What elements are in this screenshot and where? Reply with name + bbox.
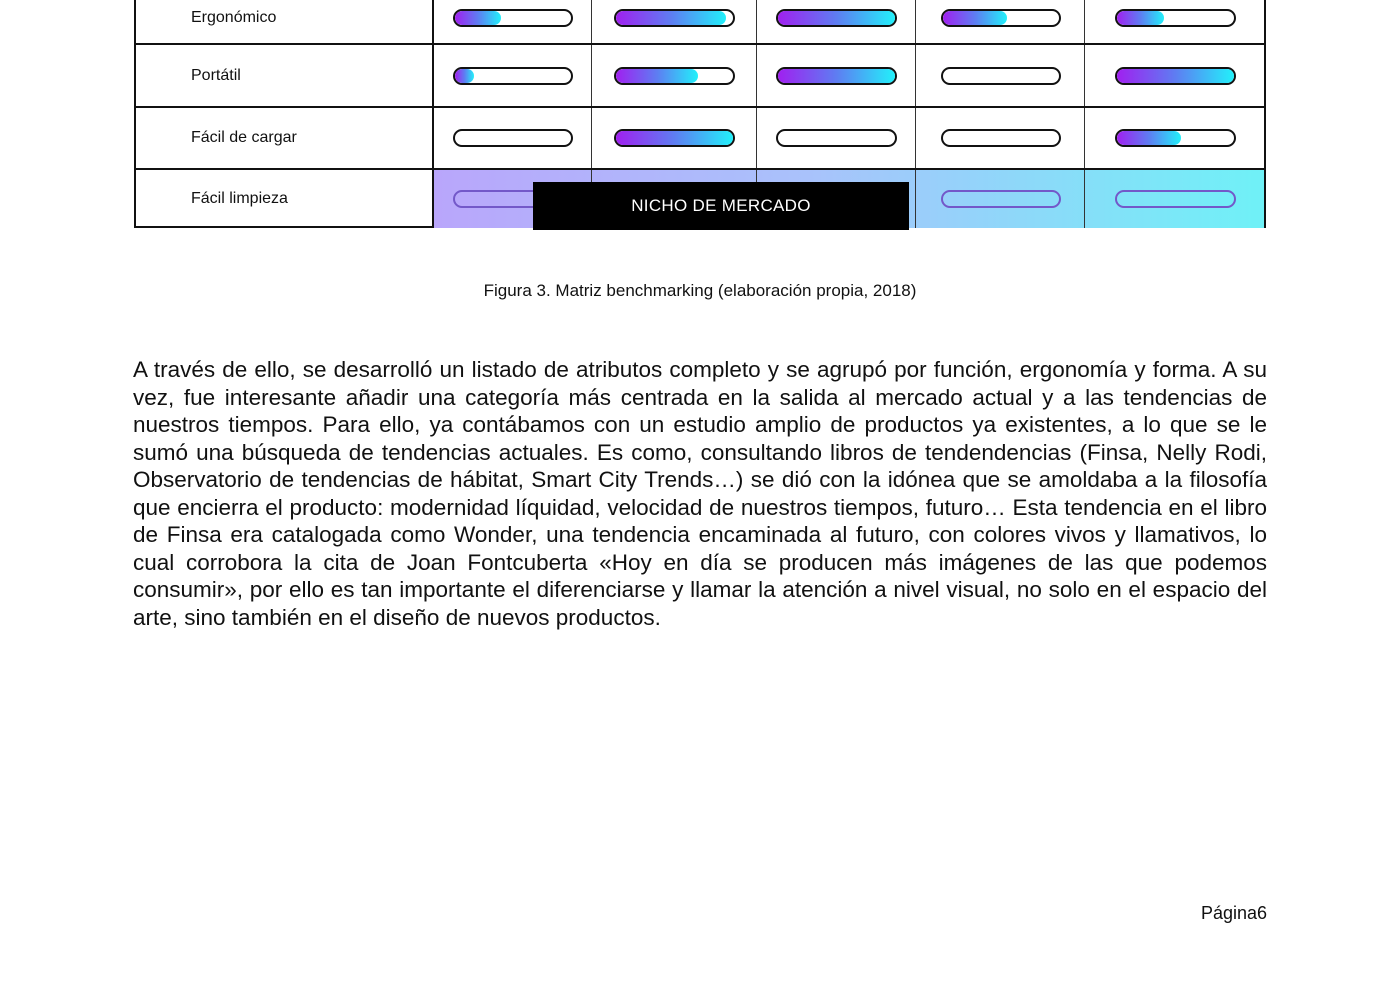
- rating-bar-fill: [616, 131, 733, 145]
- rating-bar: [941, 9, 1061, 27]
- rating-bar: [776, 67, 897, 85]
- rating-bar: [1115, 129, 1236, 147]
- matrix-cell: [592, 0, 757, 44]
- matrix-cell: [434, 44, 592, 107]
- page-number: Página6: [1200, 903, 1267, 923]
- rating-bar-fill: [455, 11, 501, 25]
- rating-bar: [614, 9, 735, 27]
- matrix-row-label: Ergonómico: [136, 0, 434, 44]
- matrix-cell: [757, 44, 916, 107]
- rating-bar: [453, 129, 573, 147]
- rating-bar-fill: [943, 11, 1007, 25]
- matrix-row-label: Portátil: [136, 44, 434, 107]
- niche-label: NICHO DE MERCADO: [533, 182, 909, 230]
- rating-bar: [614, 67, 735, 85]
- matrix-cell: [916, 44, 1085, 107]
- rating-bar-fill: [778, 69, 895, 83]
- matrix-row-label: Fácil de cargar: [136, 107, 434, 169]
- rating-bar-fill: [1117, 131, 1181, 145]
- rating-bar: [1115, 190, 1236, 208]
- matrix-row: [136, 0, 1264, 44]
- matrix-row-label: Fácil limpieza: [136, 169, 434, 228]
- matrix-cell: [1085, 169, 1265, 228]
- matrix-row: [136, 44, 1264, 107]
- row-divider: [136, 168, 1264, 170]
- rating-bar: [776, 9, 897, 27]
- rating-bar-fill: [1117, 11, 1164, 25]
- matrix-cell: [1085, 0, 1265, 44]
- rating-bar: [453, 67, 573, 85]
- matrix-cell: [1085, 107, 1265, 169]
- row-divider: [136, 106, 1264, 108]
- rating-bar-fill: [616, 11, 726, 25]
- rating-bar: [941, 129, 1061, 147]
- matrix-cell: [1085, 44, 1265, 107]
- rating-bar-fill: [616, 69, 698, 83]
- rating-bar-fill: [455, 69, 474, 83]
- rating-bar: [941, 190, 1061, 208]
- rating-bar: [614, 129, 735, 147]
- row-divider: [136, 43, 1264, 45]
- matrix-cell: [592, 107, 757, 169]
- matrix-cell: [592, 44, 757, 107]
- body-paragraph: A través de ello, se desarrolló un listado de atributos completo y se agrupó por función, ergonomía y forma. A su vez, fue interesante añadir una categoría más centrada en la salida al mercado actual y a las tendencias de nuestros tiempos. Para ello, ya contábamos con un estudio amplio de productos ya existentes, a lo que se le sumó una búsqueda de tendencias actuales. Es como, consultando libros de tendendencias (Finsa, Nelly Rodi, Observatorio de tendencias de hábitat, Smart City Trends…) se dió con la idónea que se amoldaba a la filosofía que encierra el producto: modernidad líquidad, velocidad de nuestros tiempos, futuro… Esta tendencia en el libro de Finsa era catalogada como Wonder, una tendencia encaminada al futuro, con colores vivos y llamativos, lo cual corrobora la cita de Joan Fontcuberta «Hoy en día se producen más imágenes de las que podemos consumir», por ello es tan importante el diferenciarse y llamar la atención a nivel visual, no solo en el espacio del arte, sino también en el diseño de nuevos productos.: [133, 357, 1267, 630]
- rating-bar-fill: [778, 11, 895, 25]
- matrix-cell: [757, 107, 916, 169]
- rating-bar: [776, 129, 897, 147]
- matrix-cell: [757, 0, 916, 44]
- rating-bar: [1115, 9, 1236, 27]
- rating-bar: [1115, 67, 1236, 85]
- matrix-cell: [434, 107, 592, 169]
- matrix-cell: [916, 0, 1085, 44]
- matrix-cell: [916, 169, 1085, 228]
- matrix-cell: [916, 107, 1085, 169]
- rating-bar: [941, 67, 1061, 85]
- rating-bar: [453, 9, 573, 27]
- figure-caption: Figura 3. Matriz benchmarking (elaboración propia, 2018): [483, 281, 917, 300]
- matrix-cell: [434, 0, 592, 44]
- rating-bar-fill: [1117, 69, 1234, 83]
- matrix-row: [136, 107, 1264, 169]
